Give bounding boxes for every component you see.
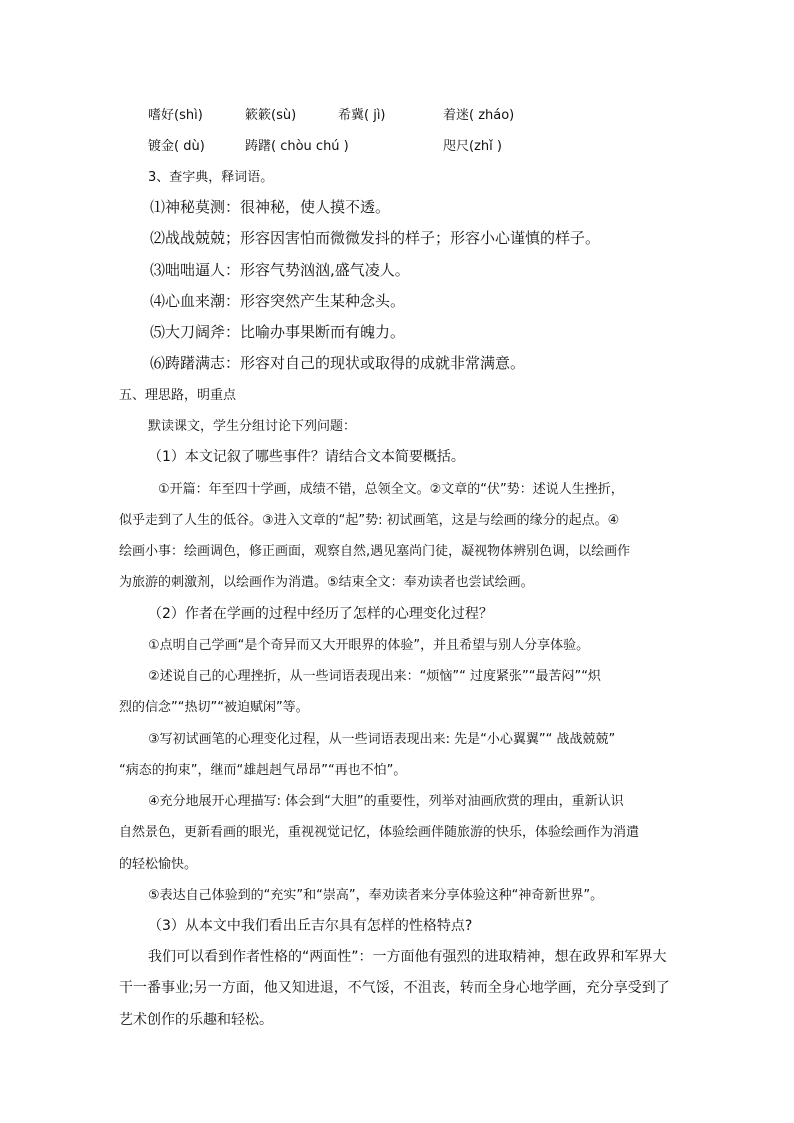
definition-item: ⑷心血来潮：形容突然产生某种念头。 <box>150 292 406 310</box>
answer-2-item: ⑤表达自己体验到的“充实”和“崇高”，奉劝读者来分享体验这种“神奇新世界”。 <box>148 888 604 903</box>
answer-3-line: 干一番事业;另一方面，他又知进退，不气馁，不沮丧，转而全身心地学画，充分享受到了 <box>119 980 670 996</box>
answer-2-item: ③写初试画笔的心理变化过程，从一些词语表现出来: 先是“小心翼翼”“ 战战兢兢” <box>148 732 616 747</box>
definition-item: ⑶咄咄逼人：形容气势汹汹,盛气凌人。 <box>150 261 410 279</box>
pinyin-item: 咫尺(zhǐ ) <box>443 139 502 154</box>
answer-1-line: 为旅游的刺激剂，以绘画作为消遣。⑤结束全文：奉劝读者也尝试绘画。 <box>119 575 534 590</box>
pinyin-item: 希冀( jì) <box>338 108 386 123</box>
definition-item: ⑹踌躇满志：形容对自己的现状或取得的成就非常满意。 <box>150 354 526 372</box>
question-2: （2）作者在学画的过程中经历了怎样的心理变化过程？ <box>148 606 493 622</box>
answer-1-line: ①开篇：年至四十学画，成绩不错，总领全文。②文章的“伏”势：述说人生挫折， <box>158 482 624 497</box>
pinyin-item: 嗜好(shì) <box>148 108 203 123</box>
pinyin-item: 镀金( dù) <box>148 139 205 154</box>
question-1: （1）本文记叙了哪些事件？请结合文本简要概括。 <box>148 449 465 465</box>
section-3-heading: 3、查字典，释词语。 <box>148 170 274 185</box>
answer-2-item: ①点明自己学画“是个奇异而又大开眼界的体验”，并且希望与别人分享体验。 <box>148 638 590 653</box>
answer-1-line: 似乎走到了人生的低谷。③进入文章的“起”势: 初试画笔，这是与绘画的缘分的起点。④ <box>119 513 620 528</box>
answer-2-item: ④充分地展开心理描写: 体会到“大胆”的重要性，列举对油画欣赏的理由，重新认识 <box>148 794 624 809</box>
answer-3-line: 艺术创作的乐趣和轻松。 <box>119 1012 273 1028</box>
pinyin-item: 簌簌(sù) <box>245 108 297 123</box>
answer-2-item: ②述说自己的心理挫折，从一些词语表现出来：“烦恼”“ 过度紧张”“最苦闷”“炽 <box>148 669 601 684</box>
definition-item: ⑵战战兢兢；形容因害怕而微微发抖的样子；形容小心谨慎的样子。 <box>150 229 601 247</box>
definition-item: ⑸大刀阔斧：比喻办事果断而有魄力。 <box>150 323 406 341</box>
answer-2-item: “病态的拘束”，继而“雄赳赳气昂昂”“再也不怕”。 <box>119 763 407 778</box>
discussion-intro: 默读课文，学生分组讨论下列问题： <box>148 419 357 434</box>
pinyin-item: 踌躇( chòu chú ) <box>245 139 349 154</box>
definition-item: ⑴神秘莫测：很神秘，使人摸不透。 <box>150 198 391 216</box>
answer-3-line: 我们可以看到作者性格的“两面性”：一方面他有强烈的进取精神，想在政界和军界大 <box>148 949 667 965</box>
section-5-heading: 五、理思路，明重点 <box>119 388 237 403</box>
answer-1-line: 绘画小事：绘画调色，修正画面，观察自然,遇见塞尚门徒，凝视物体辨别色调，以绘画作 <box>119 544 631 559</box>
answer-2-item: 的轻松愉快。 <box>119 857 198 872</box>
answer-2-item: 烈的信念”“热切”“被迫赋闲”等。 <box>119 700 309 715</box>
answer-2-item: 自然景色，更新看画的眼光，重视视觉记忆，体验绘画伴随旅游的快乐，体验绘画作为消遣 <box>119 825 640 840</box>
question-3: （3）从本文中我们看出丘吉尔具有怎样的性格特点? <box>148 918 473 934</box>
pinyin-item: 着迷( zháo) <box>443 108 515 123</box>
